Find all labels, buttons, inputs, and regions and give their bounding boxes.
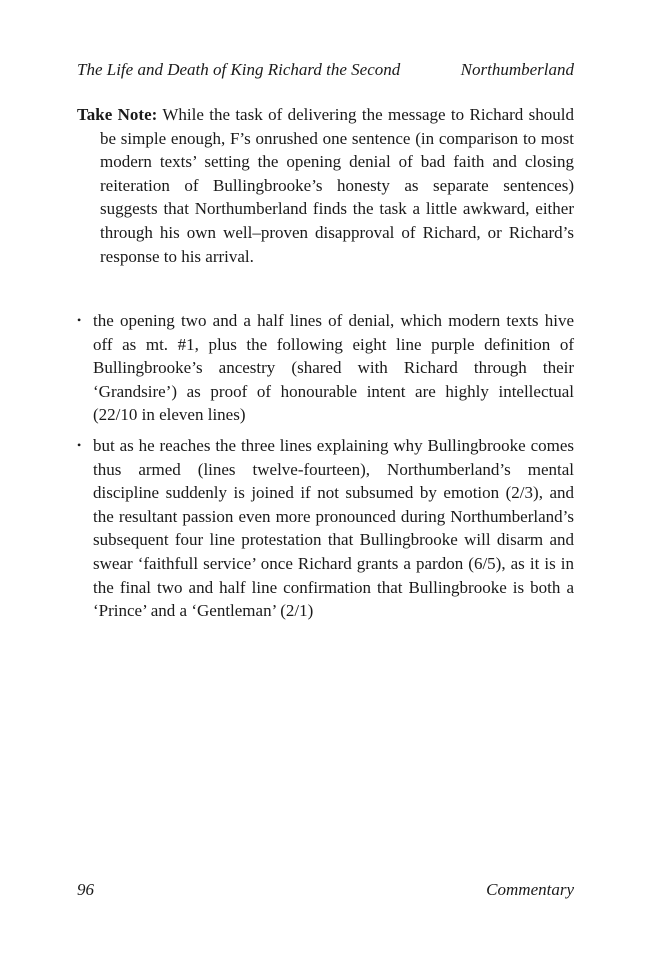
page-number: 96 [77, 880, 94, 899]
list-item [77, 309, 574, 427]
section-name: Commentary [486, 880, 574, 899]
speaker-name: Northumberland [460, 60, 574, 79]
take-note-text: While the task of delivering the message to Richard should be simple enough, F’s onrushed one sentence (in comparison to most modern texts’ setting the opening denial of bad faith and closing reiteration of Bullingbrooke’s honesty as separate sentences) suggests that Northumberland finds the task a little awkward, either through his own well–proven disapproval of Richard, or Richard’s response to his arrival. [100, 105, 574, 266]
take-note-paragraph [77, 103, 574, 268]
take-note-label: Take Note: [77, 105, 158, 124]
list-item [77, 434, 574, 623]
analysis-bullet-list [77, 309, 574, 630]
running-head [77, 58, 574, 82]
page-footer [77, 878, 574, 902]
play-title: The Life and Death of King Richard the Second [77, 60, 401, 79]
list-item-text: but as he reaches the three lines explaining why Bullingbrooke comes thus armed (lines twelve-fourteen), Northumberland’s mental discipline suddenly is joined if not subsumed by emotion (2/3), and the resultant passion even more pronounced during Northumberland’s subsequent four line protestation that Bullingbrooke will disarm and swear ‘faithfull service’ once Richard grants a pardon (6/5), as it is in the final two and half line confirmation that Bullingbrooke is both a ‘Prince’ and a ‘Gentleman’ (2/1) [93, 435, 574, 621]
page [77, 0, 574, 959]
bullet-marker-icon: • [77, 437, 82, 452]
bullet-marker-icon: • [77, 313, 82, 327]
list-item-text: the opening two and a half lines of denial, which modern texts hive off as mt. #1, plus the following eight line purple definition of Bullingbrooke’s ancestry (shared with Richard through their ‘Grandsire’) as proof of honourable intent are highly intellectual (22/10 in eleven lines) [93, 311, 574, 425]
